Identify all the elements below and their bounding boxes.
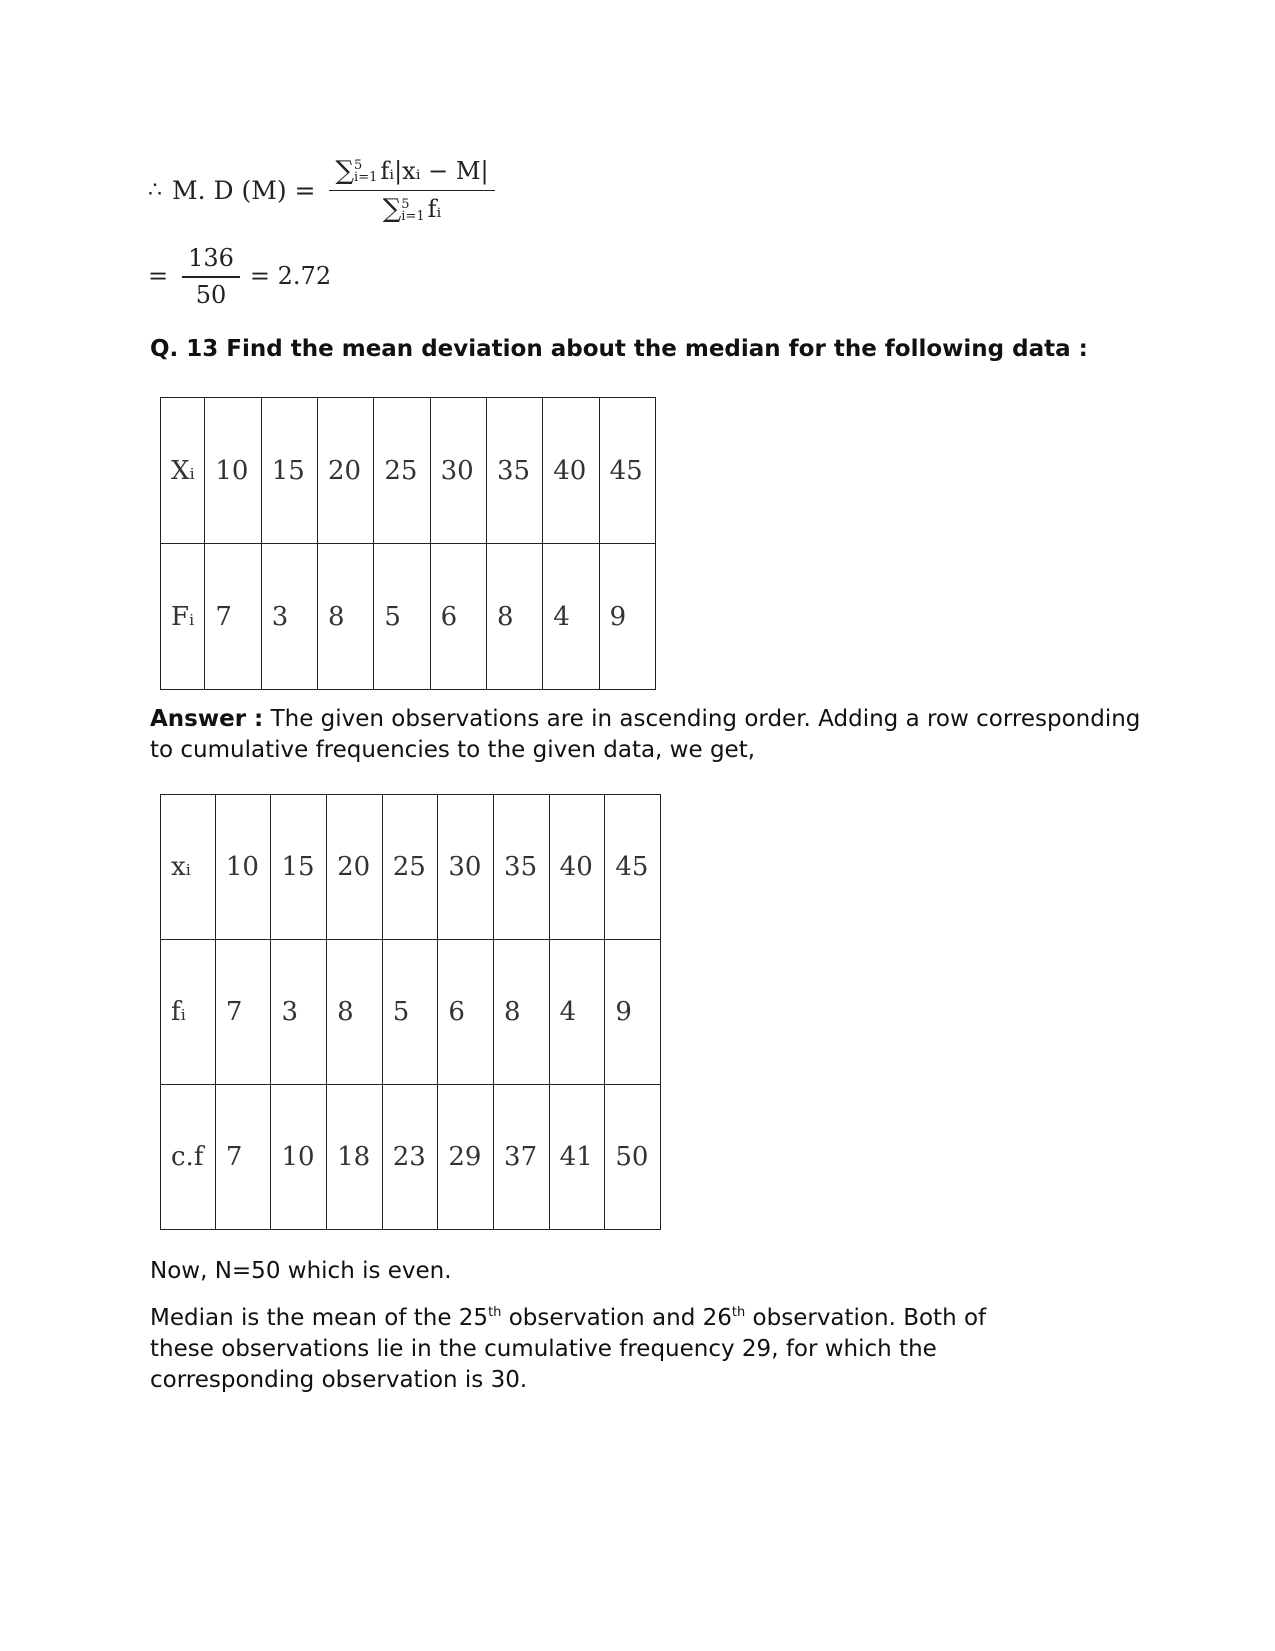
- table-cell: 25: [374, 398, 430, 544]
- sum-upper: 5: [354, 158, 363, 174]
- table-cell: 10: [271, 1085, 327, 1230]
- result-value: = 2.72: [249, 262, 332, 291]
- formula-denominator: [383, 191, 442, 224]
- row-label: Fᵢ: [161, 544, 205, 690]
- table-cell: 3: [261, 544, 317, 690]
- table-cell: 5: [382, 940, 438, 1085]
- sum-lower: i=1: [354, 170, 378, 186]
- table-cell: 8: [494, 940, 550, 1085]
- table-cell: 35: [494, 795, 550, 940]
- denominator-term: fᵢ: [427, 195, 442, 224]
- result-numerator: 136: [188, 244, 234, 272]
- table-row: [161, 795, 661, 940]
- table-cell: 7: [205, 544, 261, 690]
- table-cell: 35: [486, 398, 542, 544]
- table-row: [161, 940, 661, 1085]
- formula-numerator: [329, 156, 494, 190]
- table-cell: 6: [438, 940, 494, 1085]
- table-cell: 45: [605, 795, 661, 940]
- table-cell: 50: [605, 1085, 661, 1230]
- table-cell: 7: [215, 1085, 271, 1230]
- answer-label: Answer :: [150, 706, 264, 732]
- formula-label: M. D (M) =: [172, 175, 316, 205]
- table-cell: 6: [430, 544, 486, 690]
- table-cell: 8: [486, 544, 542, 690]
- table-cell: 41: [549, 1085, 605, 1230]
- question-title: Q. 13 Find the mean deviation about the median for the following data :: [150, 336, 1088, 362]
- row-label: fᵢ: [161, 940, 216, 1085]
- formula-fraction: [329, 156, 494, 225]
- ordinal-suffix: th: [731, 1305, 746, 1320]
- therefore-symbol: ∴: [148, 177, 162, 203]
- table-cell: 18: [327, 1085, 383, 1230]
- table-row: [161, 1085, 661, 1230]
- formula-result: [148, 244, 331, 309]
- table-cell: 30: [430, 398, 486, 544]
- sigma-symbol: ∑: [335, 155, 355, 186]
- mean-deviation-formula: [148, 150, 495, 230]
- sum-lower: i=1: [401, 208, 425, 224]
- answer-paragraph: [150, 704, 1150, 766]
- row-label: c.f: [161, 1085, 216, 1230]
- ordinal-suffix: th: [488, 1305, 502, 1320]
- now-paragraph: Now, N=50 which is even.: [150, 1258, 452, 1284]
- table-cell: 10: [215, 795, 271, 940]
- sum-limits: [354, 160, 377, 184]
- numerator-term: fᵢ|xᵢ − M|: [380, 156, 489, 185]
- sum-limits: [401, 196, 425, 224]
- table-cell: 4: [549, 940, 605, 1085]
- table-cell: 15: [271, 795, 327, 940]
- table-cell: 5: [374, 544, 430, 690]
- median-text-2: observation and 26: [501, 1305, 732, 1331]
- frequency-table: [160, 397, 656, 690]
- median-paragraph: [150, 1303, 1050, 1396]
- row-label: xᵢ: [161, 795, 216, 940]
- sum-upper: 5: [401, 196, 410, 212]
- median-text-1: Median is the mean of the 25: [150, 1305, 489, 1331]
- table-cell: 8: [327, 940, 383, 1085]
- table-cell: 7: [215, 940, 271, 1085]
- table-cell: 9: [605, 940, 661, 1085]
- result-denominator: 50: [195, 280, 227, 309]
- row-label: Xᵢ: [161, 398, 205, 544]
- table-cell: 29: [438, 1085, 494, 1230]
- table-cell: 3: [271, 940, 327, 1085]
- table-cell: 40: [543, 398, 599, 544]
- equals-sign: =: [148, 262, 169, 291]
- result-fraction: [182, 244, 240, 309]
- median-text-3: observation. Both of these observations lie in the cumulative frequency 29, for which the corresponding observation is 30.: [150, 1305, 987, 1393]
- table-cell: 9: [599, 544, 655, 690]
- cumulative-frequency-table: [160, 794, 661, 1230]
- table-cell: 23: [382, 1085, 438, 1230]
- table-cell: 15: [261, 398, 317, 544]
- table-cell: 20: [327, 795, 383, 940]
- table-cell: 8: [318, 544, 374, 690]
- answer-text: The given observations are in ascending order. Adding a row corresponding to cumulative frequencies to the given data, we get,: [150, 706, 1141, 763]
- table-cell: 20: [318, 398, 374, 544]
- table-cell: 10: [205, 398, 261, 544]
- table-cell: 45: [599, 398, 655, 544]
- table-cell: 40: [549, 795, 605, 940]
- table-cell: 25: [382, 795, 438, 940]
- table-row: [161, 398, 656, 544]
- table-cell: 4: [543, 544, 599, 690]
- table-cell: 30: [438, 795, 494, 940]
- table-cell: 37: [494, 1085, 550, 1230]
- table-row: [161, 544, 656, 690]
- sigma-symbol: ∑: [382, 194, 402, 225]
